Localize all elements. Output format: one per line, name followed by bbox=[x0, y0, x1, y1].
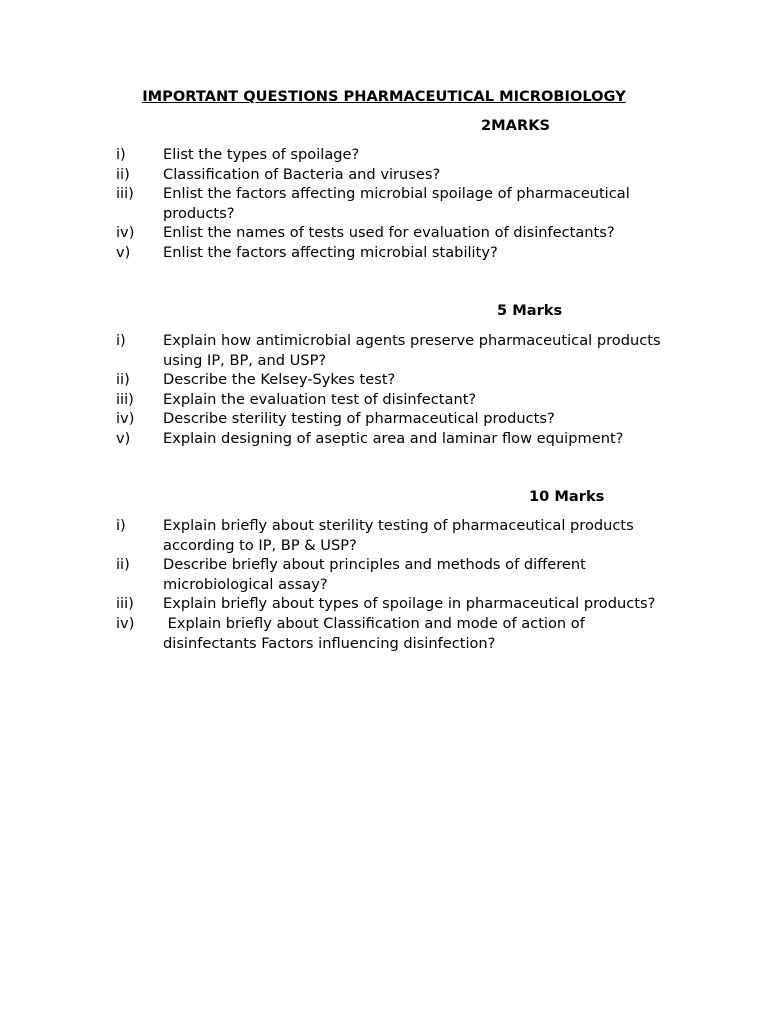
question-list-2-marks bbox=[116, 145, 676, 263]
question-item bbox=[116, 331, 676, 370]
question-item bbox=[116, 614, 676, 653]
question-number: v) bbox=[116, 243, 131, 261]
section-heading-5-marks: 5 Marks bbox=[497, 302, 563, 319]
question-number: iii) bbox=[116, 390, 134, 408]
question-item bbox=[116, 370, 676, 390]
question-item bbox=[116, 223, 676, 243]
question-item bbox=[116, 594, 676, 614]
question-item bbox=[116, 243, 676, 263]
section-heading-10-marks: 10 Marks bbox=[529, 488, 605, 505]
question-text: Explain designing of aseptic area and laminar flow equipment? bbox=[163, 429, 624, 447]
question-item bbox=[116, 145, 676, 165]
question-text: Explain how antimicrobial agents preserve pharmaceutical products using IP, BP, and USP? bbox=[163, 332, 661, 369]
question-text: Explain briefly about Classification and mode of action of disinfectants Factors influencing disinfection? bbox=[163, 614, 590, 652]
question-item bbox=[116, 409, 676, 429]
question-number: ii) bbox=[116, 371, 130, 389]
question-text: Describe sterility testing of pharmaceutical products? bbox=[163, 410, 555, 428]
question-number: iv) bbox=[116, 410, 135, 428]
question-number: ii) bbox=[116, 556, 130, 574]
question-list-10-marks bbox=[116, 516, 676, 653]
question-number: v) bbox=[116, 429, 131, 447]
question-text: Explain briefly about types of spoilage in pharmaceutical products? bbox=[163, 595, 656, 613]
question-text: Enlist the names of tests used for evaluation of disinfectants? bbox=[163, 224, 615, 242]
page-title: IMPORTANT QUESTIONS PHARMACEUTICAL MICROBIOLOGY bbox=[142, 88, 626, 105]
question-item bbox=[116, 390, 676, 410]
question-item bbox=[116, 184, 676, 223]
question-item bbox=[116, 429, 676, 449]
question-number: iii) bbox=[116, 185, 134, 203]
question-text: Describe briefly about principles and methods of different microbiological assay? bbox=[163, 556, 586, 593]
question-number: i) bbox=[116, 517, 126, 534]
question-text: Enlist the factors affecting microbial stability? bbox=[163, 243, 498, 261]
question-number: i) bbox=[116, 332, 126, 349]
question-number: iv) bbox=[116, 614, 135, 632]
question-text: Classification of Bacteria and viruses? bbox=[163, 165, 441, 183]
question-item bbox=[116, 516, 676, 555]
question-number: ii) bbox=[116, 165, 130, 183]
question-text: Explain the evaluation test of disinfectant? bbox=[163, 390, 477, 408]
question-text: Explain briefly about sterility testing of pharmaceutical products according to IP, BP & USP? bbox=[163, 517, 634, 554]
question-list-5-marks bbox=[116, 331, 676, 449]
question-number: i) bbox=[116, 146, 126, 163]
question-item bbox=[116, 165, 676, 185]
question-text: Elist the types of spoilage? bbox=[163, 146, 360, 163]
question-number: iii) bbox=[116, 595, 134, 613]
question-number: iv) bbox=[116, 224, 135, 242]
question-text: Enlist the factors affecting microbial spoilage of pharmaceutical products? bbox=[163, 185, 630, 222]
section-heading-2-marks: 2MARKS bbox=[481, 117, 551, 134]
question-text: Describe the Kelsey-Sykes test? bbox=[163, 371, 396, 389]
question-item bbox=[116, 555, 676, 594]
